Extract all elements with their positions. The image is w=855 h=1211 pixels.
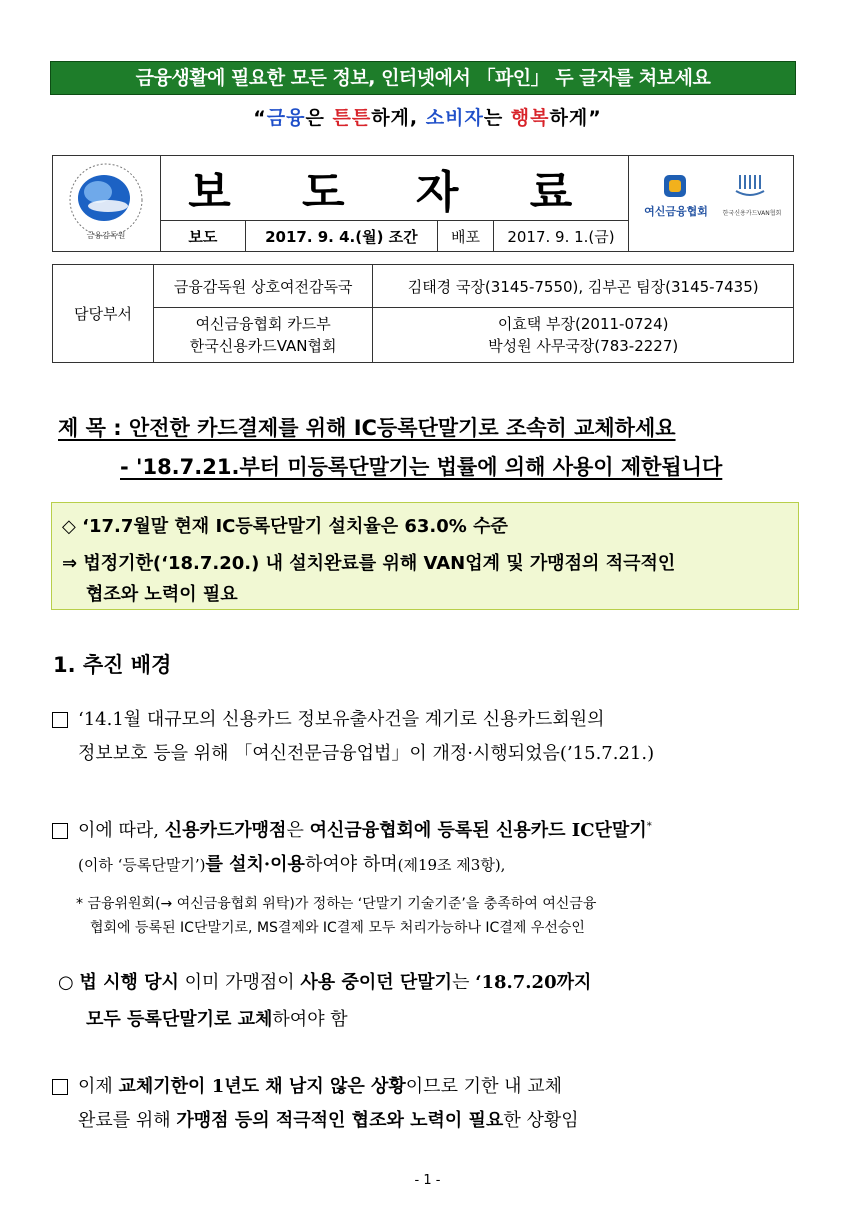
slogan: “금융은 튼튼하게, 소비자는 행복하게”	[253, 107, 602, 129]
summary-line-1: ◇ ‘17.7월말 현재 IC등록단말기 설치율은 63.0% 수준	[62, 516, 508, 537]
top-banner: 금융생활에 필요한 모든 정보, 인터넷에서 「파인」 두 글자를 쳐보세요	[50, 61, 796, 95]
paragraph-3: ○ 법 시행 당시 이미 가맹점이 사용 중이던 단말기는 ‘18.7.20까지 모두 등록단말기로 교체하여야 함	[58, 972, 592, 1030]
subject-line-1: 제 목 : 안전한 카드결제를 위해 IC등록단말기로 조속히 교체하세요	[58, 416, 676, 440]
paragraph-1: ‘14.1월 대규모의 신용카드 정보유출사건을 계기로 신용카드회원의 정보보호 등을 위해 「여신전문금융업법」이 개정·시행되었음(’15.7.21.)	[52, 703, 812, 771]
checkbox-icon	[52, 712, 68, 728]
paragraph-4: 이제 교체기한이 1년도 채 남지 않은 상황이므로 기한 내 교체 완료를 위해 가맹점 등의 적극적인 협조와 노력이 필요한 상황임	[52, 1070, 812, 1138]
checkbox-icon	[52, 823, 68, 839]
subject-line-2: - '18.7.21.부터 미등록단말기는 법률에 의해 사용이 제한됩니다	[120, 455, 723, 479]
dept-label: 담당부서	[53, 265, 154, 363]
footnote: * 금융위원회(→ 여신금융협회 위탁)가 정하는 ‘단말기 기술기준’을 충족하여 여신금융 협회에 등록된 IC단말기로, MS결제와 IC결제 모두 처리가능하나 IC결제 우선승인	[76, 896, 597, 936]
report-label: 보도	[160, 221, 245, 252]
checkbox-icon	[52, 1079, 68, 1095]
contact-table	[52, 264, 794, 363]
report-date: 2017. 9. 4.(월) 조간	[245, 221, 437, 252]
partner-logos	[640, 165, 790, 235]
summary-box	[51, 502, 799, 610]
page-number: - 1 -	[414, 1173, 441, 1188]
svg-text:한국신용카드VAN협회: 한국신용카드VAN협회	[722, 210, 782, 217]
summary-line-3: 협조와 노력이 필요	[86, 584, 238, 605]
svg-text:여신금융협회: 여신금융협회	[644, 205, 708, 218]
fss-logo	[58, 160, 154, 242]
distribution-label: 배포	[437, 221, 493, 252]
contact-people-1: 김태경 국장(3145-7550), 김부곤 팀장(3145-7435)	[373, 265, 794, 308]
press-title: 보 도 자 료	[160, 156, 628, 221]
section-heading: 1. 추진 배경	[53, 653, 172, 677]
svg-text:금융감독원: 금융감독원	[86, 231, 126, 240]
summary-line-2: ⇒ 법정기한(‘18.7.20.) 내 설치완료를 위해 VAN업계 및 가맹점의 적극적인	[62, 553, 676, 574]
contact-org-1: 금융감독원 상호여전감독국	[154, 265, 373, 308]
distribution-date: 2017. 9. 1.(금)	[494, 221, 628, 252]
subject	[58, 412, 818, 481]
contact-org-2: 여신금융협회 카드부 한국신용카드VAN협회	[154, 308, 373, 363]
paragraph-2: 이에 따라, 신용카드가맹점은 여신금융협회에 등록된 신용카드 IC단말기* (이하 ‘등록단말기’)를 설치·이용하여야 하며(제19조 제3항),	[52, 810, 822, 882]
contact-people-2: 이효택 부장(2011-0724) 박성원 사무국장(783-2227)	[373, 308, 794, 363]
